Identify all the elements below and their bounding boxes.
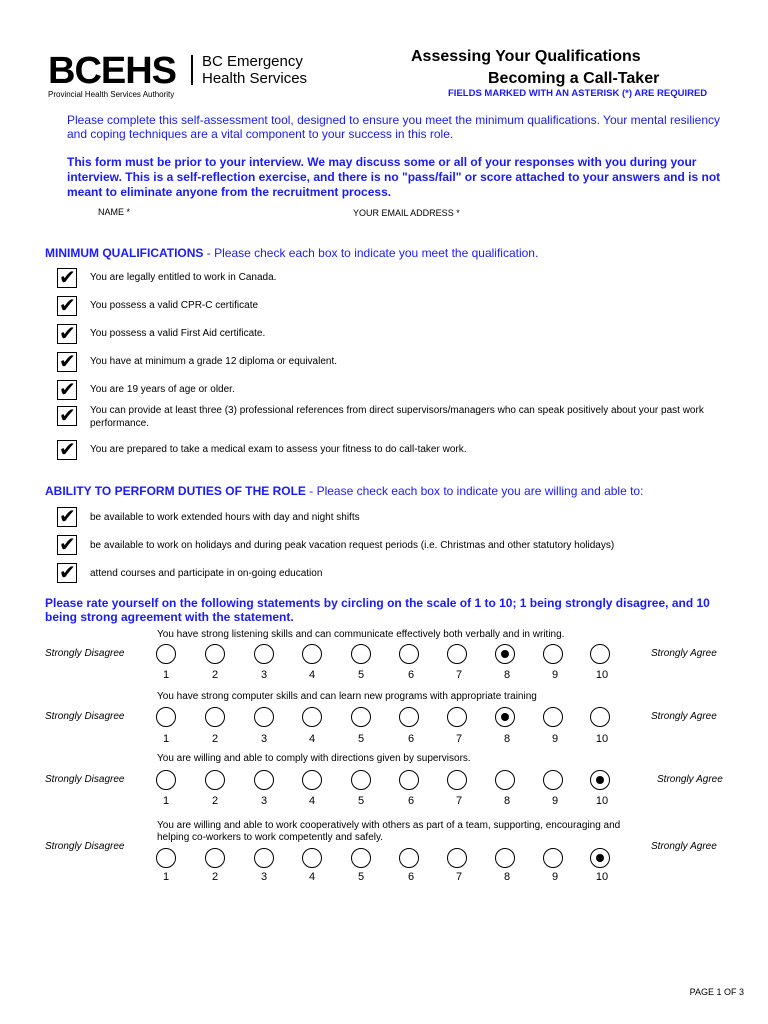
rating-option-number: 2 [211,795,219,807]
intro-notice: This form must be prior to your interview. We may discuss some or all of your responses with you during your interview. This is a self-reflection exercise, and there is no "pass/fail" or score attached to your answers and is not meant to eliminate anyone from the recruitment process. [67,155,721,199]
check-mark-icon: ✔ [59,403,76,427]
check-mark-icon: ✔ [59,321,76,345]
rating-option-number: 1 [162,669,170,681]
org-name-line2: Health Services [202,70,308,87]
rating-option-radio[interactable] [543,848,563,868]
check-mark-icon: ✔ [59,293,76,317]
required-note: FIELDS MARKED WITH AN ASTERISK (*) ARE REQUIRED [448,88,708,99]
check-mark-icon: ✔ [59,560,76,584]
check-mark-icon: ✔ [59,349,76,373]
rating-option-number: 5 [357,871,365,883]
rating-option-number: 10 [595,871,609,883]
rating-option-radio[interactable] [351,770,371,790]
rating-option-radio[interactable] [447,707,467,727]
qualification-text: You are prepared to take a medical exam to assess your fitness to do call-taker work. [90,444,467,455]
rating-option-number: 10 [595,733,609,745]
qualification-checkbox[interactable] [57,403,77,427]
form-title: Assessing Your Qualifications [411,48,641,65]
rating-option-number: 7 [455,871,463,883]
rating-option-number: 3 [260,733,268,745]
duties-heading: ABILITY TO PERFORM DUTIES OF THE ROLE - Please check each box to indicate you are willing and able to: [45,484,644,498]
strongly-disagree-label: Strongly Disagree [45,841,125,852]
rating-option-number: 9 [551,871,559,883]
rating-option-radio[interactable] [254,848,274,868]
rating-option-radio[interactable] [495,707,515,727]
rating-statement: You are willing and able to work cooperatively with others as part of a team, supporting, encouraging and helping co-workers to work competently and safely. [157,820,621,843]
rating-option-number: 4 [308,733,316,745]
qualification-text: You are legally entitled to work in Canada. [90,272,277,283]
logo-divider [191,55,193,85]
rating-option-number: 3 [260,669,268,681]
rating-option-radio[interactable] [302,644,322,664]
rating-option-radio[interactable] [302,707,322,727]
rating-option-number: 6 [407,669,415,681]
rating-option-number: 9 [551,733,559,745]
rating-option-number: 5 [357,795,365,807]
rating-option-number: 6 [407,871,415,883]
rating-option-radio[interactable] [399,707,419,727]
rating-option-radio[interactable] [543,770,563,790]
duty-checkbox[interactable] [57,532,77,556]
duty-checkbox[interactable] [57,504,77,528]
check-mark-icon: ✔ [59,504,76,528]
strongly-disagree-label: Strongly Disagree [45,648,125,659]
rating-option-number: 8 [503,871,511,883]
qualification-checkbox[interactable] [57,349,77,373]
rating-statement: You have strong listening skills and can communicate effectively both verbally and in writing. [157,629,565,640]
rating-option-radio[interactable] [205,644,225,664]
rating-option-number: 2 [211,871,219,883]
qualification-checkbox[interactable] [57,377,77,401]
rating-option-number: 4 [308,795,316,807]
email-label: YOUR EMAIL ADDRESS * [353,208,460,218]
rating-option-radio[interactable] [399,848,419,868]
rating-option-radio[interactable] [495,644,515,664]
rating-option-number: 7 [455,669,463,681]
rating-option-number: 2 [211,733,219,745]
rating-statement: You are willing and able to comply with directions given by supervisors. [157,753,471,764]
qualification-text: You possess a valid CPR-C certificate [90,300,259,311]
rating-option-radio[interactable] [254,770,274,790]
rating-option-number: 4 [308,871,316,883]
rating-option-number: 1 [162,733,170,745]
rating-option-radio[interactable] [447,770,467,790]
rating-option-radio[interactable] [254,644,274,664]
name-label: NAME * [98,207,131,217]
rating-option-number: 7 [455,733,463,745]
rating-option-radio[interactable] [590,644,610,664]
strongly-agree-label: Strongly Agree [657,774,723,785]
rating-option-radio[interactable] [156,707,176,727]
qualification-text: You are 19 years of age or older. [90,384,235,395]
rating-option-radio[interactable] [590,770,610,790]
rating-option-number: 6 [407,795,415,807]
rating-option-number: 8 [503,669,511,681]
rating-option-radio[interactable] [399,644,419,664]
org-name [202,53,307,87]
rating-option-radio[interactable] [254,707,274,727]
rating-option-number: 1 [162,871,170,883]
strongly-disagree-label: Strongly Disagree [45,711,125,722]
page-number: PAGE 1 OF 3 [689,987,744,997]
rating-option-number: 7 [455,795,463,807]
rating-option-number: 3 [260,871,268,883]
rating-option-radio[interactable] [205,707,225,727]
rating-option-number: 3 [260,795,268,807]
rating-option-radio[interactable] [205,770,225,790]
rating-option-radio[interactable] [495,770,515,790]
rating-option-radio[interactable] [543,644,563,664]
rating-option-number: 10 [595,795,609,807]
rating-option-number: 10 [595,669,609,681]
rating-option-number: 9 [551,669,559,681]
form-subtitle: Becoming a Call-Taker [488,70,660,87]
duty-text: be available to work extended hours with day and night shifts [90,512,360,523]
rating-option-radio[interactable] [590,707,610,727]
rating-option-number: 5 [357,733,365,745]
rating-option-number: 9 [551,795,559,807]
check-mark-icon: ✔ [59,532,76,556]
check-mark-icon: ✔ [59,377,76,401]
duty-text: attend courses and participate in on-going education [90,568,323,579]
rating-option-radio[interactable] [156,848,176,868]
intro-paragraph: Please complete this self-assessment tool, designed to ensure you meet the minimum qualifications. Your mental resiliency and coping techniques are a vital component to your success in this role. [67,113,720,141]
qualification-checkbox[interactable] [57,293,77,317]
rating-option-radio[interactable] [205,848,225,868]
rating-option-number: 8 [503,733,511,745]
rating-option-radio[interactable] [447,644,467,664]
rating-option-number: 5 [357,669,365,681]
strongly-agree-label: Strongly Agree [651,841,717,852]
qualification-text: You possess a valid First Aid certificate. [90,328,266,339]
rating-option-radio[interactable] [351,644,371,664]
check-mark-icon: ✔ [59,265,76,289]
duty-checkbox[interactable] [57,560,77,584]
strongly-disagree-label: Strongly Disagree [45,774,125,785]
rating-statement: You have strong computer skills and can learn new programs with appropriate training [157,691,537,702]
rating-option-number: 1 [162,795,170,807]
rating-option-number: 8 [503,795,511,807]
rating-option-radio[interactable] [156,770,176,790]
rating-option-radio[interactable] [495,848,515,868]
strongly-agree-label: Strongly Agree [651,648,717,659]
min-quals-heading: MINIMUM QUALIFICATIONS - Please check each box to indicate you meet the qualification. [45,246,539,260]
parent-org: Provincial Health Services Authority [48,90,175,99]
rating-option-radio[interactable] [351,848,371,868]
rating-option-number: 4 [308,669,316,681]
check-mark-icon: ✔ [59,437,76,461]
rating-option-radio[interactable] [351,707,371,727]
rating-heading: Please rate yourself on the following statements by circling on the scale of 1 to 10; 1 being strongly disagree, and 10 being strong agreement with the statement. [45,596,710,624]
rating-option-radio[interactable] [447,848,467,868]
rating-option-radio[interactable] [399,770,419,790]
rating-option-radio[interactable] [302,848,322,868]
rating-option-radio[interactable] [302,770,322,790]
qualification-checkbox[interactable] [57,265,77,289]
duty-text: be available to work on holidays and during peak vacation request periods (i.e. Christmas and other statutory holidays) [90,540,615,551]
strongly-agree-label: Strongly Agree [651,711,717,722]
rating-option-radio[interactable] [543,707,563,727]
bcehs-logo: BCEHS [48,50,177,92]
qualification-checkbox[interactable] [57,437,77,461]
qualification-text: You have at minimum a grade 12 diploma or equivalent. [90,356,338,367]
rating-option-number: 2 [211,669,219,681]
rating-option-number: 6 [407,733,415,745]
rating-option-radio[interactable] [590,848,610,868]
org-name-line1: BC Emergency [202,53,303,70]
rating-option-radio[interactable] [156,644,176,664]
qualification-text: You can provide at least three (3) professional references from direct supervisors/managers who can speak positively about your past work performance. [90,405,704,429]
qualification-checkbox[interactable] [57,321,77,345]
